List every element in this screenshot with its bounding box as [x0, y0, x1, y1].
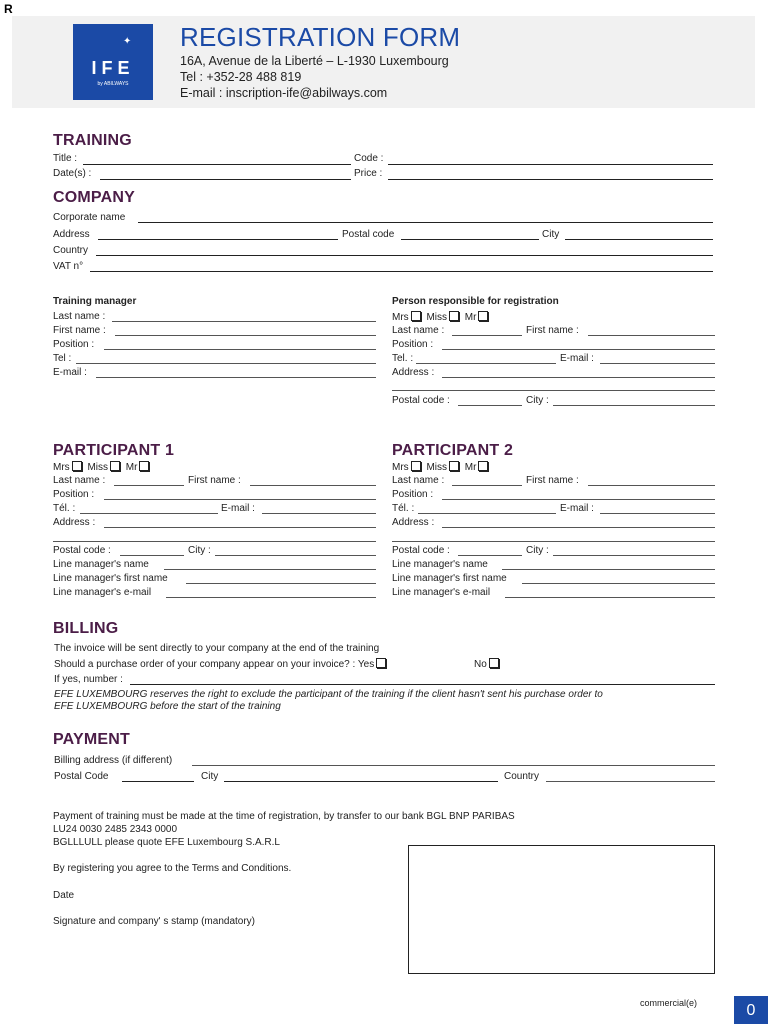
training-code-label: Code : [354, 153, 384, 164]
tm-email-field[interactable] [96, 377, 376, 378]
resp-address-field[interactable] [442, 377, 715, 378]
logo-subtext: by ABILWAYS [97, 81, 129, 87]
p2-city-label: City : [526, 545, 549, 556]
p1-lm-email-field[interactable] [166, 597, 376, 598]
p1-first-name-label: First name : [188, 475, 241, 486]
header-address: 16A, Avenue de la Liberté – L-1930 Luxembourg [180, 54, 449, 68]
p1-email-field[interactable] [262, 513, 376, 514]
p2-last-name-field[interactable] [452, 485, 522, 486]
company-address-label: Address [53, 229, 90, 240]
p1-last-name-field[interactable] [114, 485, 184, 486]
company-postal-label: Postal code [342, 229, 395, 240]
bank-info-iban: LU24 0030 2485 2343 0000 [53, 824, 178, 835]
p2-lm-name-field[interactable] [502, 569, 715, 570]
company-postal-field[interactable] [401, 239, 539, 240]
mr-checkbox[interactable] [478, 311, 488, 321]
resp-tel-field[interactable] [416, 363, 556, 364]
resp-first-name-field[interactable] [588, 335, 715, 336]
billing-po-no [474, 658, 502, 670]
tm-position-field[interactable] [104, 349, 376, 350]
tm-email-label: E-mail : [53, 367, 87, 378]
p1-tel-label: Tél. : [53, 503, 76, 514]
p1-title-options [53, 461, 152, 473]
billing-po-yes-label: Should a purchase order of your company appear on your invoice? : Yes [54, 659, 375, 670]
p2-lm-first-label: Line manager's first name [392, 573, 507, 584]
training-code-field[interactable] [388, 164, 713, 165]
p2-miss-label: Miss [426, 462, 448, 473]
p2-email-label: E-mail : [560, 503, 594, 514]
terms-note: By registering you agree to the Terms and Conditions. [53, 863, 292, 874]
company-address-field[interactable] [98, 239, 338, 240]
company-vat-label: VAT n° [53, 261, 84, 272]
p1-postal-label: Postal code : [53, 545, 111, 556]
resp-email-label: E-mail : [560, 353, 594, 364]
p2-lm-first-field[interactable] [522, 583, 715, 584]
miss-checkbox[interactable] [449, 311, 459, 321]
p1-lm-name-field[interactable] [164, 569, 376, 570]
participant2-heading: PARTICIPANT 2 [392, 442, 514, 459]
p2-address-field-2[interactable] [392, 541, 715, 542]
responsible-heading: Person responsible for registration [392, 296, 559, 307]
p1-last-name-label: Last name : [53, 475, 106, 486]
p2-mrs-label: Mrs [392, 462, 409, 473]
payment-country-label: Country [504, 771, 540, 782]
resp-city-field[interactable] [553, 405, 715, 406]
signature-label: Signature and company' s stamp (mandatory) [53, 916, 256, 927]
page-title: REGISTRATION FORM [180, 22, 461, 52]
p2-first-name-field[interactable] [588, 485, 715, 486]
corporate-name-label: Corporate name [53, 212, 126, 223]
billing-address-label: Billing address (if different) [54, 755, 173, 766]
resp-position-field[interactable] [442, 349, 715, 350]
tm-first-name-field[interactable] [115, 335, 376, 336]
payment-city-field[interactable] [224, 781, 498, 782]
mrs-label: Mrs [392, 312, 409, 323]
training-price-label: Price : [354, 168, 383, 179]
po-yes-checkbox[interactable] [376, 658, 386, 668]
p2-title-options [392, 461, 491, 473]
date-label: Date [53, 890, 75, 901]
training-dates-field[interactable] [100, 179, 351, 180]
company-city-field[interactable] [565, 239, 713, 240]
p2-lm-email-field[interactable] [505, 597, 715, 598]
commercial-label: commercial(e) [640, 998, 698, 1008]
logo-text: IFE [91, 58, 135, 78]
payment-city-label: City [201, 771, 219, 782]
star-icon: ✦ [123, 36, 132, 47]
company-city-label: City [542, 229, 560, 240]
resp-tel-label: Tel. : [392, 353, 414, 364]
p2-first-name-label: First name : [526, 475, 579, 486]
participant1-heading: PARTICIPANT 1 [53, 442, 175, 459]
p2-tel-field[interactable] [418, 513, 556, 514]
p1-address-label: Address : [53, 517, 96, 528]
company-heading: COMPANY [53, 189, 135, 206]
p1-city-label: City : [188, 545, 211, 556]
billing-address-field[interactable] [192, 765, 715, 766]
p2-mrs-checkbox[interactable] [411, 461, 421, 471]
training-title-field[interactable] [83, 164, 351, 165]
ife-logo [73, 24, 153, 100]
p2-postal-field[interactable] [458, 555, 522, 556]
signature-stamp-box[interactable] [408, 845, 715, 974]
p2-position-field[interactable] [442, 499, 715, 500]
p1-tel-field[interactable] [80, 513, 218, 514]
po-no-checkbox[interactable] [489, 658, 499, 668]
billing-po-number-label: If yes, number : [54, 674, 123, 685]
p2-position-label: Position : [392, 489, 434, 500]
payment-postal-label: Postal Code [54, 771, 109, 782]
mr-label: Mr [464, 312, 477, 323]
header-tel: Tel : +352-28 488 819 [180, 70, 302, 84]
payment-postal-field[interactable] [122, 781, 194, 782]
billing-invoice-note: The invoice will be sent directly to your company at the end of the training [54, 643, 380, 654]
p2-mr-label: Mr [464, 462, 477, 473]
page-number: 0 [734, 996, 768, 1024]
miss-label: Miss [426, 312, 448, 323]
billing-po-question [54, 658, 389, 670]
p1-mr-label: Mr [125, 462, 138, 473]
company-country-field[interactable] [96, 255, 713, 256]
p2-lm-name-label: Line manager's name [392, 559, 488, 570]
p1-lm-first-field[interactable] [186, 583, 376, 584]
p2-mr-checkbox[interactable] [478, 461, 488, 471]
resp-postal-label: Postal code : [392, 395, 450, 406]
company-country-label: Country [53, 245, 89, 256]
p1-first-name-field[interactable] [250, 485, 376, 486]
bank-info-line1: Payment of training must be made at the time of registration, by transfer to our bank BGL BNP PARIBAS [53, 811, 515, 822]
p1-city-field[interactable] [215, 555, 376, 556]
p2-email-field[interactable] [600, 513, 715, 514]
p2-address-field[interactable] [442, 527, 715, 528]
p1-postal-field[interactable] [120, 555, 184, 556]
billing-notice-line2: EFE LUXEMBOURG before the start of the training [54, 701, 281, 712]
bank-info-bic: BGLLLULL please quote EFE Luxembourg S.A.R.L [53, 837, 280, 848]
tm-first-name-label: First name : [53, 325, 106, 336]
p2-tel-label: Tél. : [392, 503, 415, 514]
p2-address-label: Address : [392, 517, 435, 528]
resp-email-field[interactable] [600, 363, 715, 364]
header-email: E-mail : inscription-ife@abilways.com [180, 86, 388, 100]
resp-last-name-label: Last name : [392, 325, 445, 336]
p1-address-field-2[interactable] [53, 541, 376, 542]
tm-last-name-label: Last name : [53, 311, 106, 322]
resp-first-name-label: First name : [526, 325, 579, 336]
resp-address-label: Address : [392, 367, 435, 378]
p1-mrs-label: Mrs [53, 462, 70, 473]
training-title-label: Title : [53, 153, 78, 164]
p1-position-label: Position : [53, 489, 95, 500]
payment-country-field[interactable] [546, 781, 715, 782]
billing-heading: BILLING [53, 620, 119, 637]
p1-miss-label: Miss [87, 462, 109, 473]
resp-address-field-2[interactable] [392, 390, 715, 391]
p1-lm-email-label: Line manager's e-mail [53, 587, 152, 598]
training-heading: TRAINING [53, 132, 132, 149]
resp-city-label: City : [526, 395, 549, 406]
billing-po-number-field[interactable] [130, 684, 715, 685]
resp-last-name-field[interactable] [452, 335, 522, 336]
billing-notice-line1: EFE LUXEMBOURG reserves the right to exclude the participant of the training if the client hasn't sent his purchase order to [54, 689, 603, 700]
p1-email-label: E-mail : [221, 503, 255, 514]
training-dates-label: Date(s) : [53, 168, 92, 179]
tm-tel-field[interactable] [76, 363, 376, 364]
responsible-title-options [392, 311, 491, 323]
p1-lm-name-label: Line manager's name [53, 559, 149, 570]
p1-mr-checkbox[interactable] [139, 461, 149, 471]
company-vat-field[interactable] [90, 271, 713, 272]
resp-position-label: Position : [392, 339, 434, 350]
training-manager-heading: Training manager [53, 296, 137, 307]
tm-last-name-field[interactable] [112, 321, 376, 322]
p2-last-name-label: Last name : [392, 475, 445, 486]
tm-tel-label: Tel : [53, 353, 72, 364]
p1-mrs-checkbox[interactable] [72, 461, 82, 471]
p1-miss-checkbox[interactable] [110, 461, 120, 471]
payment-heading: PAYMENT [53, 731, 130, 748]
p1-lm-first-label: Line manager's first name [53, 573, 168, 584]
p1-position-field[interactable] [104, 499, 376, 500]
p2-miss-checkbox[interactable] [449, 461, 459, 471]
billing-po-no-label: No [474, 659, 487, 670]
p2-postal-label: Postal code : [392, 545, 450, 556]
mrs-checkbox[interactable] [411, 311, 421, 321]
resp-postal-field[interactable] [458, 405, 522, 406]
p2-city-field[interactable] [553, 555, 715, 556]
tm-position-label: Position : [53, 339, 95, 350]
corner-mark: R [4, 2, 13, 16]
p1-address-field[interactable] [104, 527, 376, 528]
training-price-field[interactable] [388, 179, 713, 180]
corporate-name-field[interactable] [138, 222, 713, 223]
p2-lm-email-label: Line manager's e-mail [392, 587, 491, 598]
